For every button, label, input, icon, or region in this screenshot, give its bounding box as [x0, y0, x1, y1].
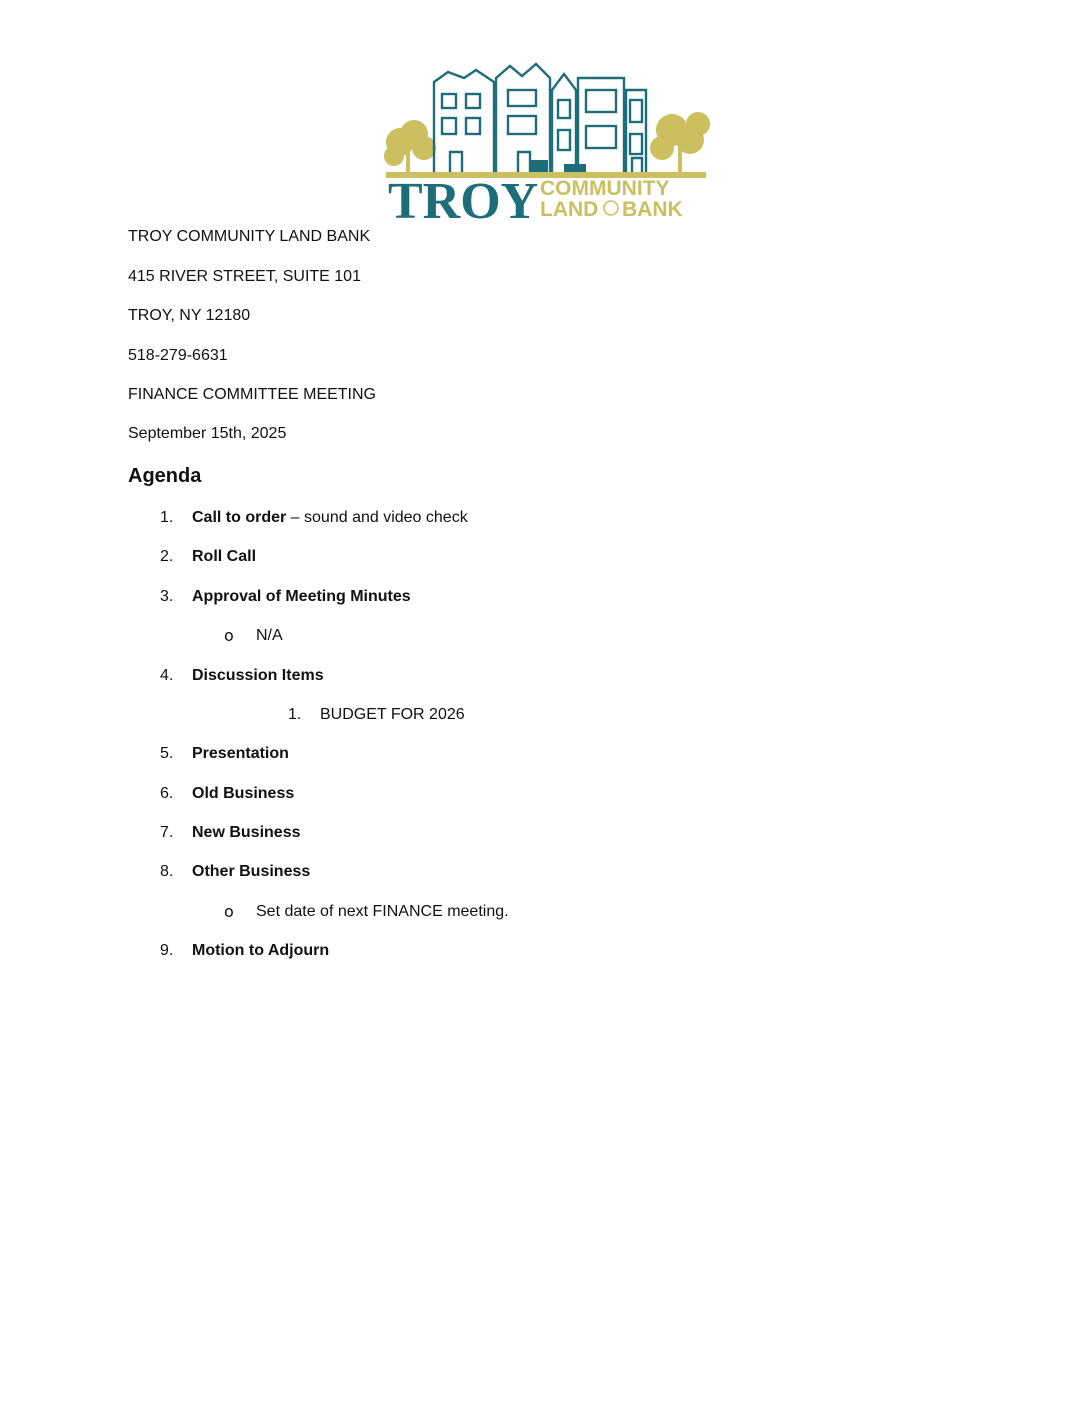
- meeting-title: FINANCE COMMITTEE MEETING: [128, 386, 376, 403]
- org-name: TROY COMMUNITY LAND BANK: [128, 228, 371, 245]
- meeting-date: September 15th, 2025: [128, 425, 287, 442]
- agenda-item-label: Old Business: [192, 785, 295, 802]
- agenda-subitem: N/A: [256, 627, 283, 644]
- agenda-subitem-number: 1.: [288, 706, 302, 723]
- agenda-item-label: Presentation: [192, 745, 289, 762]
- agenda-item-label: Roll Call: [192, 548, 257, 565]
- agenda-heading: Agenda: [128, 465, 202, 487]
- bullet-icon: o: [224, 626, 234, 645]
- svg-text:TROY: TROY: [388, 173, 539, 222]
- agenda-item-number: 1.: [160, 509, 174, 526]
- agenda-item-number: 8.: [160, 863, 174, 880]
- agenda-item-number: 9.: [160, 942, 174, 959]
- agenda-item-label: Approval of Meeting Minutes: [192, 588, 411, 605]
- agenda-item-number: 4.: [160, 667, 174, 684]
- agenda-item-label: Other Business: [192, 863, 311, 880]
- agenda-item-label: Discussion Items: [192, 667, 324, 684]
- svg-text:COMMUNITY: COMMUNITY: [540, 177, 670, 200]
- org-city: TROY, NY 12180: [128, 307, 251, 324]
- agenda-item: [192, 508, 468, 528]
- org-phone: 518-279-6631: [128, 347, 228, 364]
- agenda-item-number: 3.: [160, 588, 174, 605]
- agenda-subitem: Set date of next FINANCE meeting.: [256, 903, 509, 920]
- bullet-icon: o: [224, 902, 234, 921]
- rowhouse-illustration: [434, 64, 646, 172]
- troy-land-bank-logo: [380, 60, 716, 222]
- agenda-item-label: New Business: [192, 824, 301, 841]
- agenda-item-suffix: – sound and video check: [286, 509, 468, 526]
- agenda-item-label: Call to order: [192, 509, 287, 526]
- svg-text:BANK: BANK: [622, 198, 683, 221]
- agenda-item-number: 7.: [160, 824, 174, 841]
- org-address: 415 RIVER STREET, SUITE 101: [128, 268, 361, 285]
- agenda-item-number: 6.: [160, 785, 174, 802]
- svg-text:LAND: LAND: [540, 198, 599, 221]
- agenda-item-number: 5.: [160, 745, 174, 762]
- agenda-subitem: BUDGET FOR 2026: [320, 706, 465, 723]
- agenda-item-label: Motion to Adjourn: [192, 942, 330, 959]
- agenda-item-number: 2.: [160, 548, 174, 565]
